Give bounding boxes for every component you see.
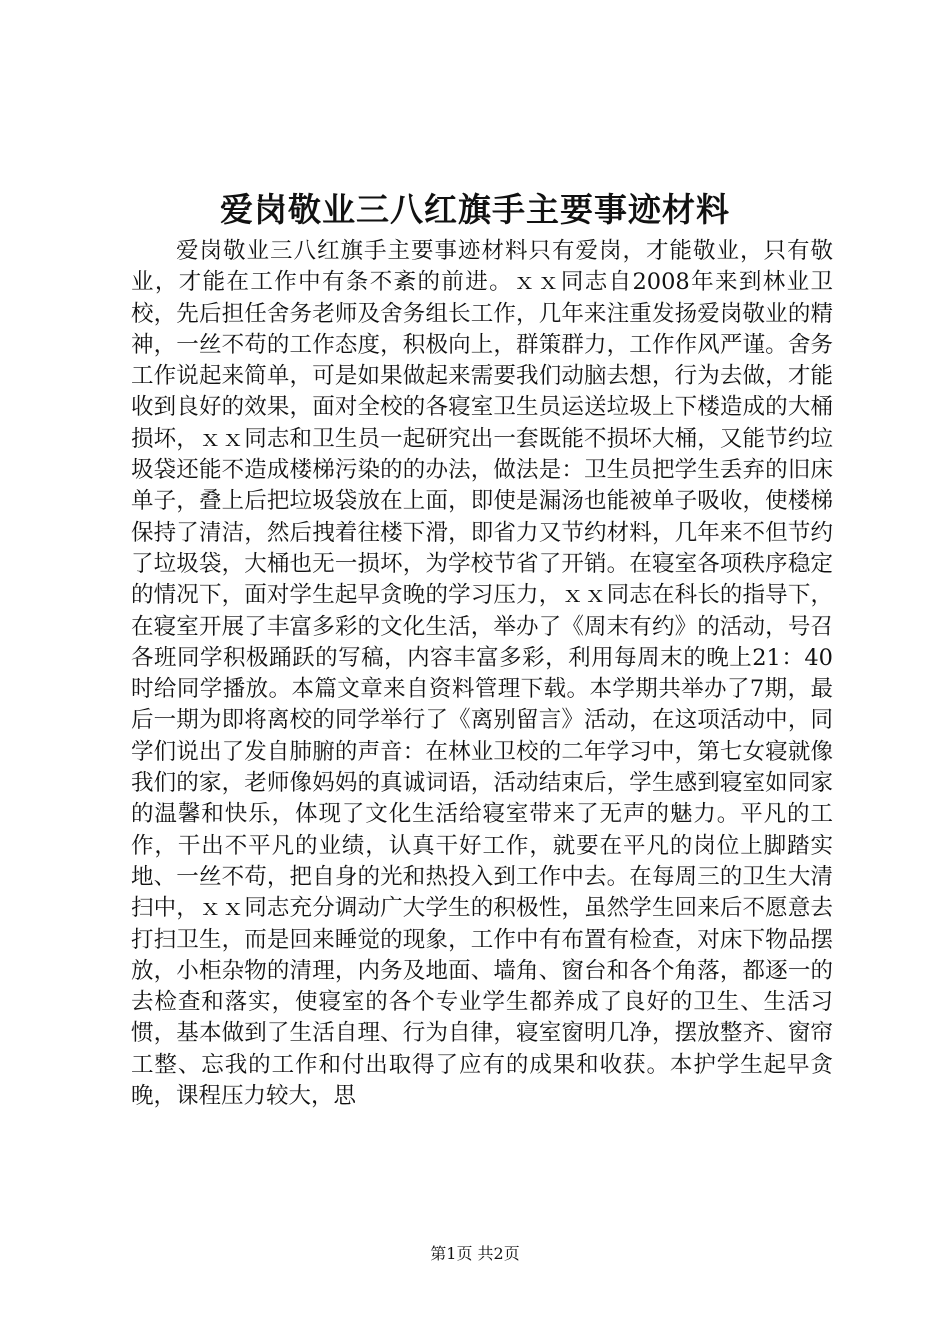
document-body-paragraph: 爱岗敬业三八红旗手主要事迹材料只有爱岗，才能敬业，只有敬业，才能在工作中有条不紊的前进。ｘｘ同志自2008年来到林业卫校，先后担任舍务老师及舍务组长工作，几年来注重发扬爱岗敬业的精神，一丝不苟的工作态度，积极向上，群策群力，工作作风严谨。舍务工作说起来简单，可是如果做起来需要我们动脑去想，行为去做，才能收到良好的效果，面对全校的各寝室卫生员运送垃圾上下楼造成的大桶损坏，ｘｘ同志和卫生员一起研究出一套既能不损坏大桶，又能节约垃圾袋还能不造成楼梯污染的的办法，做法是：卫生员把学生丢弃的旧床单子，叠上后把垃圾袋放在上面，即使是漏汤也能被单子吸收，使楼梯保持了清洁，然后拽着往楼下滑，即省力又节约材料，几年来不但节约了垃圾袋，大桶也无一损坏，为学校节省了开销。在寝室各项秩序稳定的情况下，面对学生起早贪晚的学习压力，ｘｘ同志在科长的指导下，在寝室开展了丰富多彩的文化生活，举办了《周末有约》的活动，号召各班同学积极踊跃的写稿，内容丰富多彩，利用每周末的晚上21：40时给同学播放。本篇文章来自资料管理下载。本学期共举办了7期，最后一期为即将离校的同学举行了《离别留言》活动，在这项活动中，同学们说出了发自肺腑的声音：在林业卫校的二年学习中，第七女寝就像我们的家，老师像妈妈的真诚词语，活动结束后，学生感到寝室如同家的温馨和快乐，体现了文化生活给寝室带来了无声的魅力。平凡的工作，干出不平凡的业绩，认真干好工作，就要在平凡的岗位上脚踏实地、一丝不苟，把自身的光和热投入到工作中去。在每周三的卫生大清扫中，ｘｘ同志充分调动广大学生的积极性，虽然学生回来后不愿意去打扫卫生，而是回来睡觉的现象，工作中有布置有检查，对床下物品摆放，小柜杂物的清理，内务及地面、墙角、窗台和各个角落，都逐一的去检查和落实，使寝室的各个专业学生都养成了良好的卫生、生活习惯，基本做到了生活自理、行为自律，寝室窗明几净，摆放整齐、窗帘工整、忘我的工作和付出取得了应有的成果和收获。本护学生起早贪晚，课程压力较大，思 (131, 238, 833, 1110)
page-number-footer: 第1页 共2页 (430, 1244, 520, 1263)
document-title: 爱岗敬业三八红旗手主要事迹材料 (220, 190, 730, 229)
